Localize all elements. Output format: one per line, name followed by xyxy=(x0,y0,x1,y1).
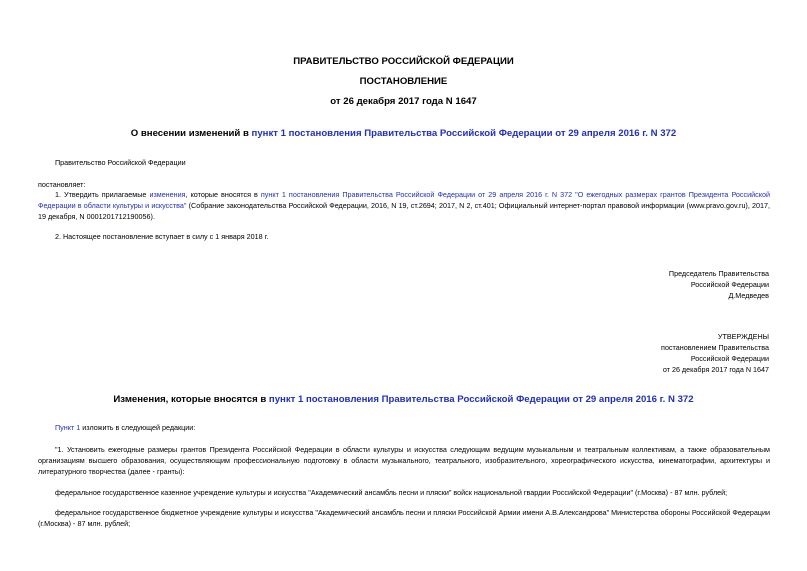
signature-title: Председатель Правительства xyxy=(668,269,769,278)
doc-type-heading: ПОСТАНОВЛЕНИЕ xyxy=(359,76,448,87)
title-link[interactable]: пункт 1 постановления Правительства Российской Федерации от 29 апреля 2016 г. N 372 xyxy=(251,128,677,139)
approved-country: Российской Федерации xyxy=(690,354,769,363)
changes-title-link[interactable]: пункт 1 постановления Правительства Российской Федерации от 29 апреля 2016 г. N 372 xyxy=(268,394,694,405)
p1-text-c: (Собрание законодательства Российской Федерации, 2016, N 19, ст.2694; 2017, N 2, ст.401; Официальный интернет-портал правовой информации (www.pravo.gov.ru), 2017, 19 декабря, N 0001201712190056). xyxy=(38,201,770,221)
p1-text-b: , которые вносятся в xyxy=(185,190,261,199)
signature-block xyxy=(669,268,769,301)
signature-name: Д.Медведев xyxy=(728,291,769,300)
paragraph-2: 2. Настоящее постановление вступает в силу с 1 января 2018 г. xyxy=(55,232,269,241)
paragraph-1 xyxy=(38,189,770,222)
p1-text-a: 1. Утвердить прилагаемые xyxy=(55,190,150,199)
doc-date-heading: от 26 декабря 2017 года N 1647 xyxy=(330,96,477,107)
approved-label: УТВЕРЖДЕНЫ xyxy=(717,332,769,341)
government-heading: ПРАВИТЕЛЬСТВО РОССИЙСКОЙ ФЕДЕРАЦИИ xyxy=(293,56,514,67)
signature-country: Российской Федерации xyxy=(690,280,769,289)
decrees-line: постановляет: xyxy=(38,180,86,189)
title-prefix: О внесении изменений в xyxy=(130,128,252,139)
government-line: Правительство Российской Федерации xyxy=(55,158,186,167)
quote-paragraph: "1. Установить ежегодные размеры грантов Президента Российской Федерации в области культуры и искусства следующим ведущим музыкальным и театральным коллективам, а также образовательным организациям высшего образования, осуществляющим профессиональную подготовку в области музыкального, театрального, изобразительного, хореографического искусства, кинематографии, архитектуры и литературного творчества (далее - гранты): xyxy=(38,445,770,476)
p1-link-changes[interactable]: изменения xyxy=(149,190,186,199)
p1-link-decree[interactable]: пункт 1 постановления Правительства Российской Федерации от 29 апреля 2016 г. N 372 "О ежегодных размерах грантов Президента Российской Федерации в области культуры и искусства" xyxy=(38,190,770,210)
item-link[interactable]: Пункт 1 xyxy=(55,423,81,432)
grant-item-1: федеральное государственное казенное учреждение культуры и искусства "Академический ансамбль песни и пляски" войск национальной гвардии Российской Федерации" (г.Москва) - 87 млн. рублей; xyxy=(55,488,728,497)
item-text: изложить в следующей редакции: xyxy=(80,423,196,432)
changes-title-prefix: Изменения, которые вносятся в xyxy=(113,394,269,405)
changes-item xyxy=(55,422,195,433)
changes-title xyxy=(0,394,807,405)
page-title xyxy=(0,128,807,139)
grant-item-2: федеральное государственное бюджетное учреждение культуры и искусства "Академический ансамбль песни и пляски Российской Армии имени А.В.Александрова" Министерства обороны Российской Федерации (г.Москва) - 87 млн. рублей; xyxy=(38,508,770,528)
approved-date: от 26 декабря 2017 года N 1647 xyxy=(662,365,769,374)
approved-by: постановлением Правительства xyxy=(661,343,769,352)
approved-block xyxy=(661,331,769,375)
